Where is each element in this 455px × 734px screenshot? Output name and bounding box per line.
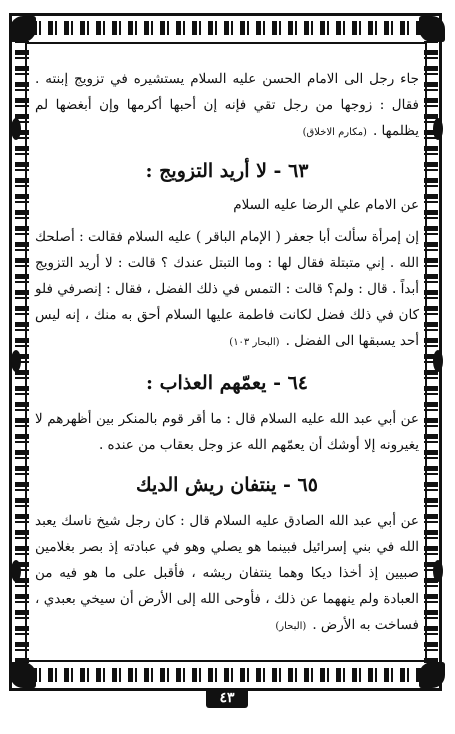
corner-ornament-icon [419, 16, 445, 42]
corner-ornament-icon [10, 16, 36, 42]
edge-ornament-icon [433, 118, 443, 140]
page-content [35, 66, 419, 640]
narrator-line: عن الامام علي الرضا عليه السلام [233, 197, 419, 213]
hadith-paragraph-2: إن إمرأة سألت أبا جعفر ( الإمام الباقر ) عليه السلام فقالت : أصلحك الله . إني متبتلة فقال لها : وما التبتل عندك ؟ قالت : لا أريد التزويج أبداً . قال : ولم؟ قالت : التمس في ذلك الفضل ، فقال : إنصرفي فلو كان في ذلك فضل لكانت فاطمة عليها السلام أحق به منك ، إنه ليس أحد يسبقها الى الفضل .(البحار ١٠٣) [35, 229, 419, 349]
edge-ornament-icon [433, 350, 443, 372]
edge-ornament-icon [11, 560, 21, 582]
hadith-paragraph-1: جاء رجل الى الامام الحسن عليه السلام يستشيره في تزويج إبنته . فقال : زوجها من رجل تقي فإنه إن أحبها أكرمها وإن أبغضها لم يظلمها .(مكارم الاخلاق) [35, 71, 419, 139]
hadith-paragraph-4: عن أبي عبد الله الصادق عليه السلام قال : كان رجل شيخ ناسك يعبد الله في بني إسرائيل فبينما هو يصلي وهو في عبادته إذ بصر بغلامين صبيين إذ أخذا ديكا وهما ينتفان ريشه ، فأقبل على ما هو فيه من العبادة ولم ينههما عن ذلك ، فأوحى الله إلى الأرض أن سيخي بعبدي ، فساخت به الأرض .(البحار) [35, 513, 419, 633]
section-heading-63: ٦٣ - لا أريد التزويج : [145, 160, 309, 182]
source-citation: (البحار ١٠٣) [229, 337, 280, 348]
source-citation: (مكارم الاخلاق) [302, 127, 367, 138]
ornamental-band-top [16, 21, 435, 35]
section-heading-64: ٦٤ - يعمّهم العذاب : [146, 372, 308, 394]
hadith-paragraph-3: عن أبي عبد الله عليه السلام قال : ما أقر قوم بالمنكر بين أظهرهم لا يغيرونه إلا أوشك أن يعمّهم الله عز وجل بعقاب من عنده . [35, 411, 419, 453]
page-number: ٤٣ [206, 688, 248, 708]
ornamental-band-bottom [16, 668, 435, 682]
section-heading-65: ٦٥ - ينتفان ريش الديك [136, 474, 318, 496]
edge-ornament-icon [433, 560, 443, 582]
edge-ornament-icon [11, 350, 21, 372]
edge-ornament-icon [11, 118, 21, 140]
corner-ornament-icon [419, 662, 445, 688]
corner-ornament-icon [10, 662, 36, 688]
source-citation: (البحار) [275, 621, 307, 632]
